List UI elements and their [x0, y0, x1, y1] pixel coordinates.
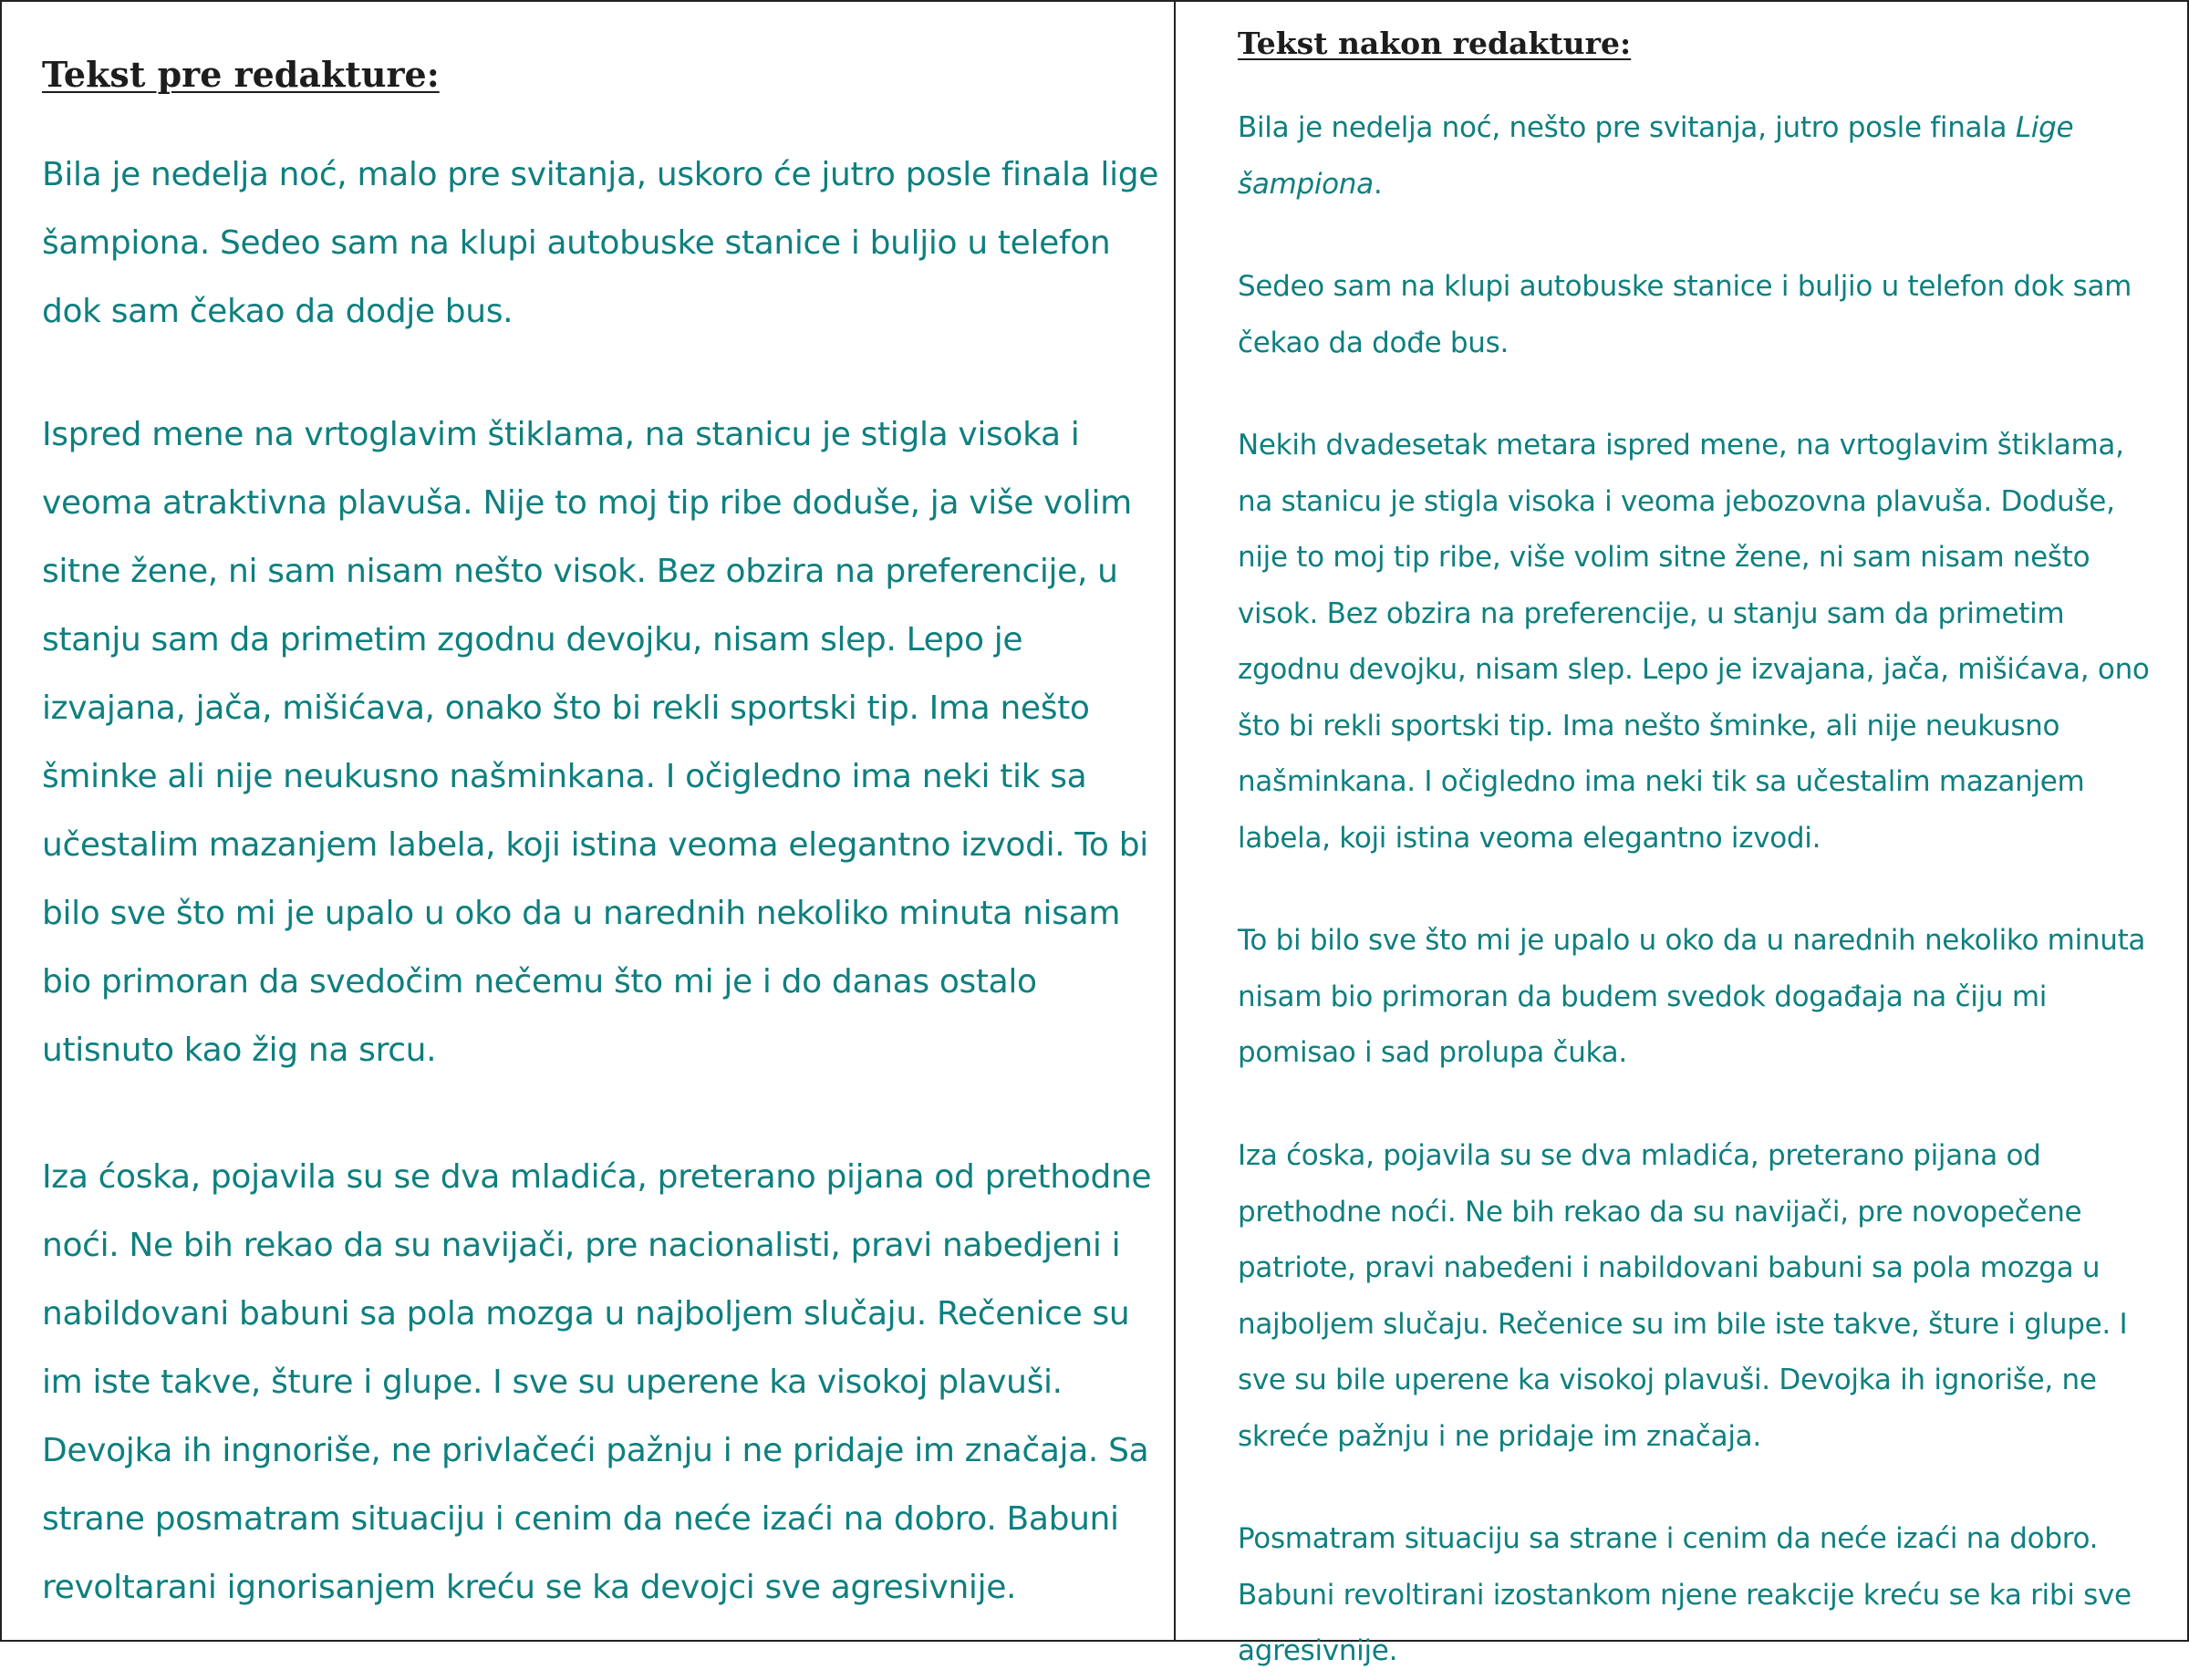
edited-paragraph-1-end: . — [1373, 167, 1383, 201]
edited-paragraph-3: Nekih dvadesetak metara ispred mene, na vrtoglavim štiklama, na stanicu je stigla visoka i veoma jebozovna plavuša. Doduše, nije to moj tip ribe, više volim sitne žene, ni sam nisam nešto visok. Bez obzira na preferencije, u stanju sam da primetim zgodnu devojku, nisam slep. Lepo je izvajana, jača, mišićava, ono što bi rekli sportski tip. Ima nešto šminke, ali nije neukusno našminkana. I očigledno ima neki tik sa učestalim mazanjem labela, koji istina veoma elegantno izvodi. — [1238, 429, 2150, 855]
edited-paragraph-6: Posmatram situaciju sa strane i cenim da neće izaći na dobro. Babuni revoltirani izostankom njene reakcije kreću se ka ribi sve agresivnije. — [1238, 1522, 2132, 1667]
edited-paragraph-5: Iza ćoska, pojavila su se dva mladića, preterano pijana od prethodne noći. Ne bih rekao da su navijači, pre novopečene patriote, pravi nabeđeni i nabildovani babuni sa pola mozga u najboljem slučaju. Rečenice su im bile iste takve, šture i glupe. I sve su bile uperene ka visokoj plavuši. Devojka ih ignoriše, ne skreće pažnju i ne pridaje im značaja. — [1238, 1139, 2128, 1453]
column-divider — [1174, 0, 1176, 1642]
original-paragraph-3: Iza ćoska, pojavila su se dva mladića, preterano pijana od prethodne noći. Ne bih rekao da su navijači, pre nacionalisti, pravi nabedjeni i nabildovani babuni sa pola mozga u najboljem slučaju. Rečenice su im iste takve, šture i glupe. I sve su uperene ka visokoj plavuši. Devojka ih ingnoriše, ne privlačeći pažnju i ne pridaje im značaja. Sa strane posmatram situaciju i cenim da neće izaći na dobro. Babuni revoltarani ignorisanjem kreću se ka devojci sve agresivnije. — [42, 1158, 1152, 1606]
edited-paragraph-4: To bi bilo sve što mi je upalo u oko da u narednih nekoliko minuta nisam bio primoran da budem svedok događaja na čiju mi pomisao i sad prolupa čuka. — [1238, 924, 2146, 1069]
edited-paragraph-2: Sedeo sam na klupi autobuske stanice i buljio u telefon dok sam čekao da dođe bus. — [1238, 270, 2132, 359]
original-paragraph-2: Ispred mene na vrtoglavim štiklama, na stanicu je stigla visoka i veoma atraktivna plavuša. Nije to moj tip ribe doduše, ja više volim sitne žene, ni sam nisam nešto visok. Bez obzira na preferencije, u stanju sam da primetim zgodnu devojku, nisam slep. Lepo je izvajana, jača, mišićava, onako što bi rekli sportski tip. Ima nešto šminke ali nije neukusno našminkana. I očigledno ima neki tik sa učestalim mazanjem labela, koji istina veoma elegantno izvodi. To bi bilo sve što mi je upalo u oko da u narednih nekoliko minuta nisam bio primoran da svedočim nečemu što mi je i do danas ostalo utisnuto kao žig na srcu. — [42, 416, 1148, 1069]
edited-text-heading: Tekst nakon redakture: — [1238, 26, 1632, 61]
edited-paragraph-1 — [1238, 100, 2150, 213]
edited-paragraph-1-text: Bila je nedelja noć, nešto pre svitanja, jutro posle finala — [1238, 111, 2016, 144]
original-text-heading: Tekst pre redakture: — [42, 54, 440, 95]
edited-paragraph-1-italic: Lige šampiona — [1238, 111, 2074, 201]
original-paragraph-1: Bila je nedelja noć, malo pre svitanja, uskoro će jutro posle finala lige šampiona. Sedeo sam na klupi autobuske stanice i buljio u telefon dok sam čekao da dodje bus. — [42, 156, 1159, 330]
